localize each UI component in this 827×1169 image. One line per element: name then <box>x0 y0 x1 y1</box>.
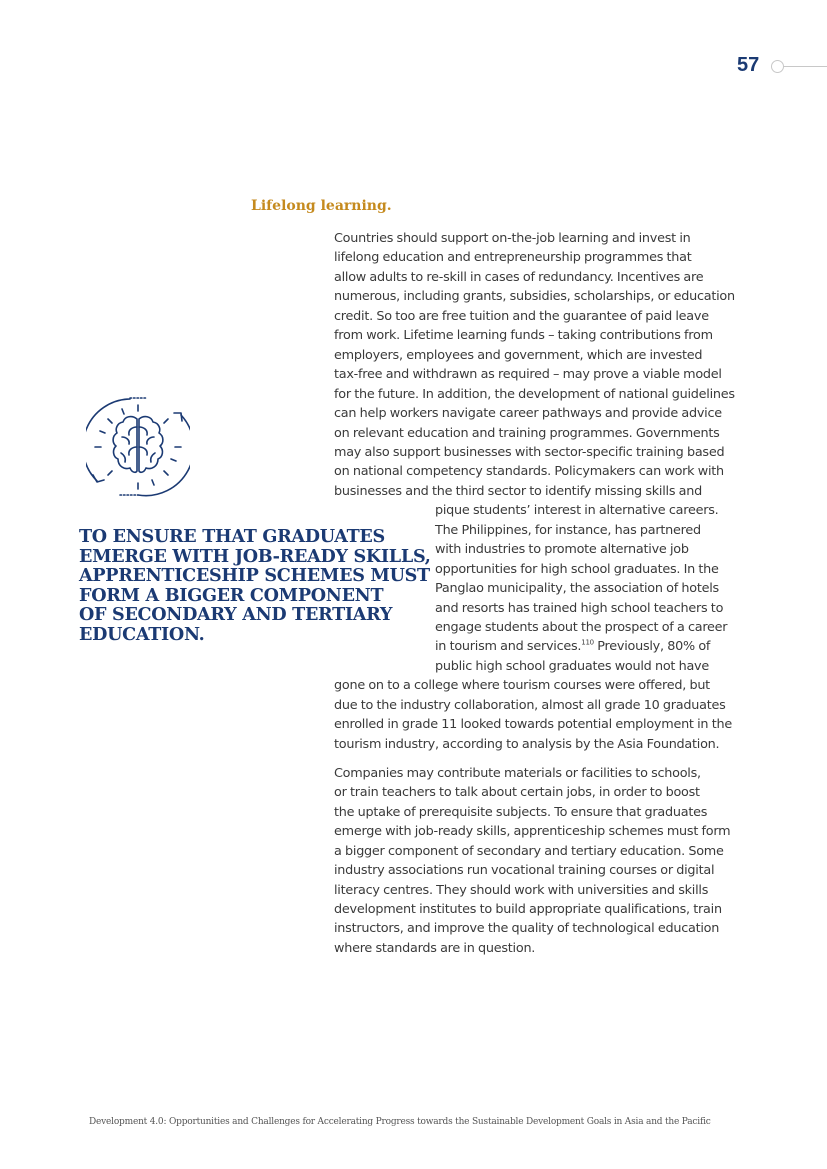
text-line: the uptake of prerequisite subjects. To ensure that graduates <box>334 805 708 820</box>
text-line: tax-free and withdrawn as required – may prove a viable model <box>334 367 722 382</box>
text-line: development institutes to build appropriate qualifications, train <box>334 902 722 917</box>
text-line: emerge with job-ready skills, apprenticeship schemes must form <box>334 824 731 839</box>
pull-quote <box>79 527 429 645</box>
pull-quote-line: TO ENSURE THAT GRADUATES <box>79 526 385 547</box>
page-marker-circle <box>771 60 784 73</box>
text-line: or train teachers to talk about certain jobs, in order to boost <box>334 785 700 800</box>
text-line: allow adults to re-skill in cases of redundancy. Incentives are <box>334 270 704 285</box>
page-footer: Development 4.0: Opportunities and Challenges for Accelerating Progress towards the Sustainable Development Goals in Asia and the Pacific <box>89 1117 711 1127</box>
text-line: on relevant education and training programmes. Governments <box>334 426 720 441</box>
pull-quote-line: EDUCATION. <box>79 623 205 645</box>
pull-quote-line: OF SECONDARY AND TERTIARY <box>79 604 393 626</box>
text-line: opportunities for high school graduates. In the <box>435 562 719 577</box>
text-line: from work. Lifetime learning funds – taking contributions from <box>334 328 713 343</box>
text-line: a bigger component of secondary and tertiary education. Some <box>334 844 724 859</box>
pull-quote-line: FORM A BIGGER COMPONENT <box>79 584 384 606</box>
text-line: businesses and the third sector to identify missing skills and <box>334 484 702 499</box>
section-heading: Lifelong learning. <box>251 198 392 214</box>
text-line: lifelong education and entrepreneurship programmes that <box>334 250 692 265</box>
text-line: instructors, and improve the quality of technological education <box>334 921 720 936</box>
text-line: pique students’ interest in alternative careers. <box>435 503 719 518</box>
text-line: can help workers navigate career pathways and provide advice <box>334 406 722 421</box>
text-line: and resorts has trained high school teachers to <box>435 601 724 616</box>
brain-cycle-icon <box>86 395 190 499</box>
text-span: Previously, 80% of <box>593 639 711 654</box>
text-line: engage students about the prospect of a career <box>435 620 728 635</box>
text-line: where standards are in question. <box>334 941 536 956</box>
page-number: 57 <box>737 54 760 76</box>
text-line: literacy centres. They should work with universities and skills <box>334 883 709 898</box>
text-line: on national competency standards. Policymakers can work with <box>334 464 724 479</box>
footnote-ref: 110 <box>581 638 594 647</box>
page-marker-line <box>784 66 827 67</box>
text-line <box>435 637 710 657</box>
text-line: industry associations run vocational training courses or digital <box>334 863 715 878</box>
text-line: The Philippines, for instance, has partnered <box>435 523 701 538</box>
text-line: may also support businesses with sector-specific training based <box>334 445 725 460</box>
text-line: for the future. In addition, the development of national guidelines <box>334 387 735 402</box>
pull-quote-line: APPRENTICESHIP SCHEMES MUST <box>79 565 430 587</box>
text-line: Companies may contribute materials or facilities to schools, <box>334 766 701 781</box>
pull-quote-line: EMERGE WITH JOB-READY SKILLS, <box>79 545 431 567</box>
text-line: enrolled in grade 11 looked towards potential employment in the <box>334 717 732 732</box>
text-line: with industries to promote alternative job <box>435 542 689 557</box>
text-line: Countries should support on-the-job learning and invest in <box>334 231 691 246</box>
text-span: in tourism and services. <box>435 639 582 654</box>
text-line: gone on to a college where tourism courses were offered, but <box>334 678 710 693</box>
text-line: due to the industry collaboration, almost all grade 10 graduates <box>334 698 726 713</box>
text-line: numerous, including grants, subsidies, scholarships, or education <box>334 289 735 304</box>
text-line: employers, employees and government, which are invested <box>334 348 703 363</box>
text-line: tourism industry, according to analysis by the Asia Foundation. <box>334 737 720 752</box>
text-line: public high school graduates would not have <box>435 659 709 674</box>
text-line: Panglao municipality, the association of hotels <box>435 581 719 596</box>
text-line: credit. So too are free tuition and the guarantee of paid leave <box>334 309 709 324</box>
